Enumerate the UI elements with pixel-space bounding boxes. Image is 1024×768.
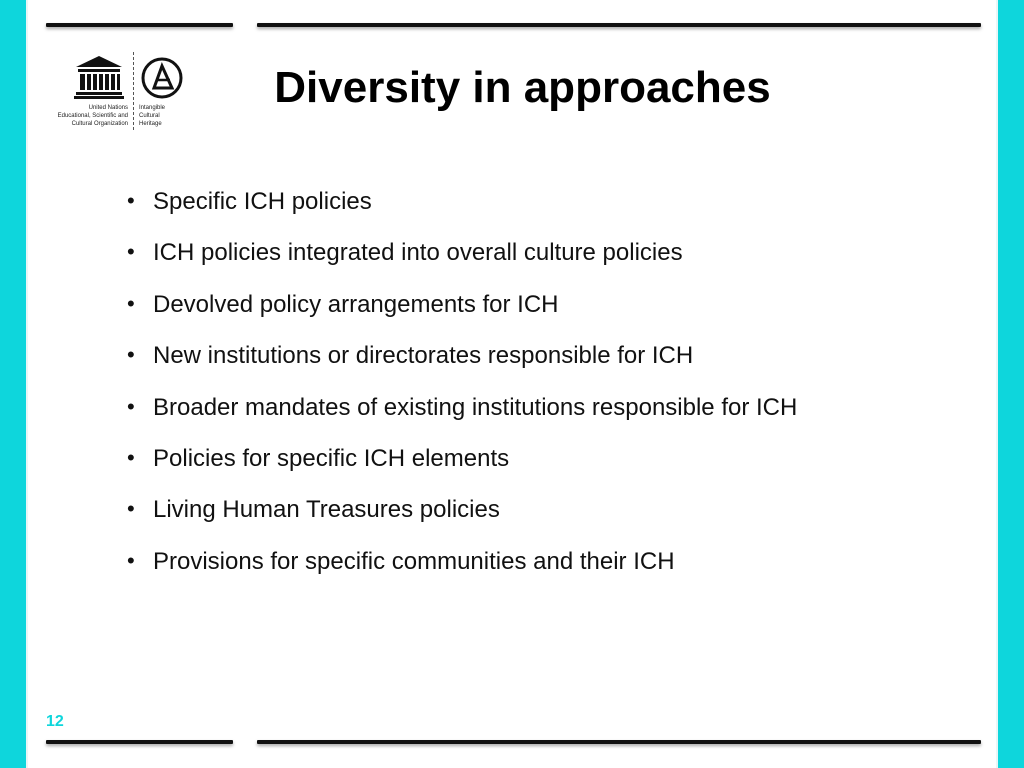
ich-emblem-icon bbox=[140, 56, 184, 100]
bullet-item bbox=[126, 182, 797, 233]
right-accent-edge bbox=[996, 0, 998, 768]
bullet-dot-icon: • bbox=[127, 547, 135, 573]
logo-text-unesco bbox=[58, 104, 128, 128]
bullet-text: Policies for specific ICH elements bbox=[153, 444, 510, 472]
bullet-item bbox=[126, 439, 797, 490]
bullet-dot-icon: • bbox=[127, 342, 135, 368]
logo-text-line: Intangible bbox=[139, 105, 166, 111]
bullet-item bbox=[126, 336, 797, 387]
bullet-dot-icon: • bbox=[127, 496, 135, 522]
bullet-dot-icon: • bbox=[127, 188, 135, 213]
left-accent-edge bbox=[26, 0, 28, 768]
bottom-right-rule bbox=[257, 740, 981, 744]
bullet-text: Specific ICH policies bbox=[153, 188, 372, 215]
logo-text-line: Cultural Organization bbox=[71, 121, 128, 127]
left-accent-bar bbox=[0, 0, 26, 768]
bullet-dot-icon: • bbox=[127, 290, 135, 316]
logo-text-line: Educational, Scientific and bbox=[57, 113, 128, 119]
bullet-dot-icon: • bbox=[127, 444, 135, 470]
bullet-text: Broader mandates of existing institutions responsible for ICH bbox=[153, 393, 798, 421]
bullet-list bbox=[126, 182, 797, 593]
bullet-dot-icon: • bbox=[127, 239, 135, 265]
bullet-text: New institutions or directorates responsible for ICH bbox=[153, 342, 694, 370]
unesco-ich-logo bbox=[42, 50, 192, 132]
bullet-item bbox=[126, 233, 797, 284]
top-left-rule bbox=[46, 23, 233, 27]
bullet-item bbox=[126, 285, 797, 336]
bullet-dot-icon: • bbox=[127, 393, 135, 419]
bottom-left-rule bbox=[46, 740, 233, 744]
bullet-item bbox=[126, 388, 797, 439]
logo-text-ich bbox=[139, 104, 165, 128]
bullet-text: Provisions for specific communities and their ICH bbox=[153, 547, 675, 575]
bullet-text: Devolved policy arrangements for ICH bbox=[153, 290, 559, 318]
top-right-rule bbox=[257, 23, 981, 27]
slide-title: Diversity in approaches bbox=[274, 63, 771, 112]
logo-divider bbox=[133, 52, 134, 130]
right-accent-bar bbox=[998, 0, 1024, 768]
bullet-item bbox=[126, 490, 797, 541]
unesco-temple-icon bbox=[74, 54, 124, 100]
bullet-text: ICH policies integrated into overall culture policies bbox=[153, 239, 683, 267]
logo-text-line: Cultural bbox=[139, 113, 160, 119]
page-number: 12 bbox=[46, 713, 64, 730]
bullet-item bbox=[126, 542, 797, 593]
logo-text-line: United Nations bbox=[88, 105, 128, 111]
bullet-text: Living Human Treasures policies bbox=[153, 496, 500, 524]
logo-text-line: Heritage bbox=[139, 121, 162, 127]
